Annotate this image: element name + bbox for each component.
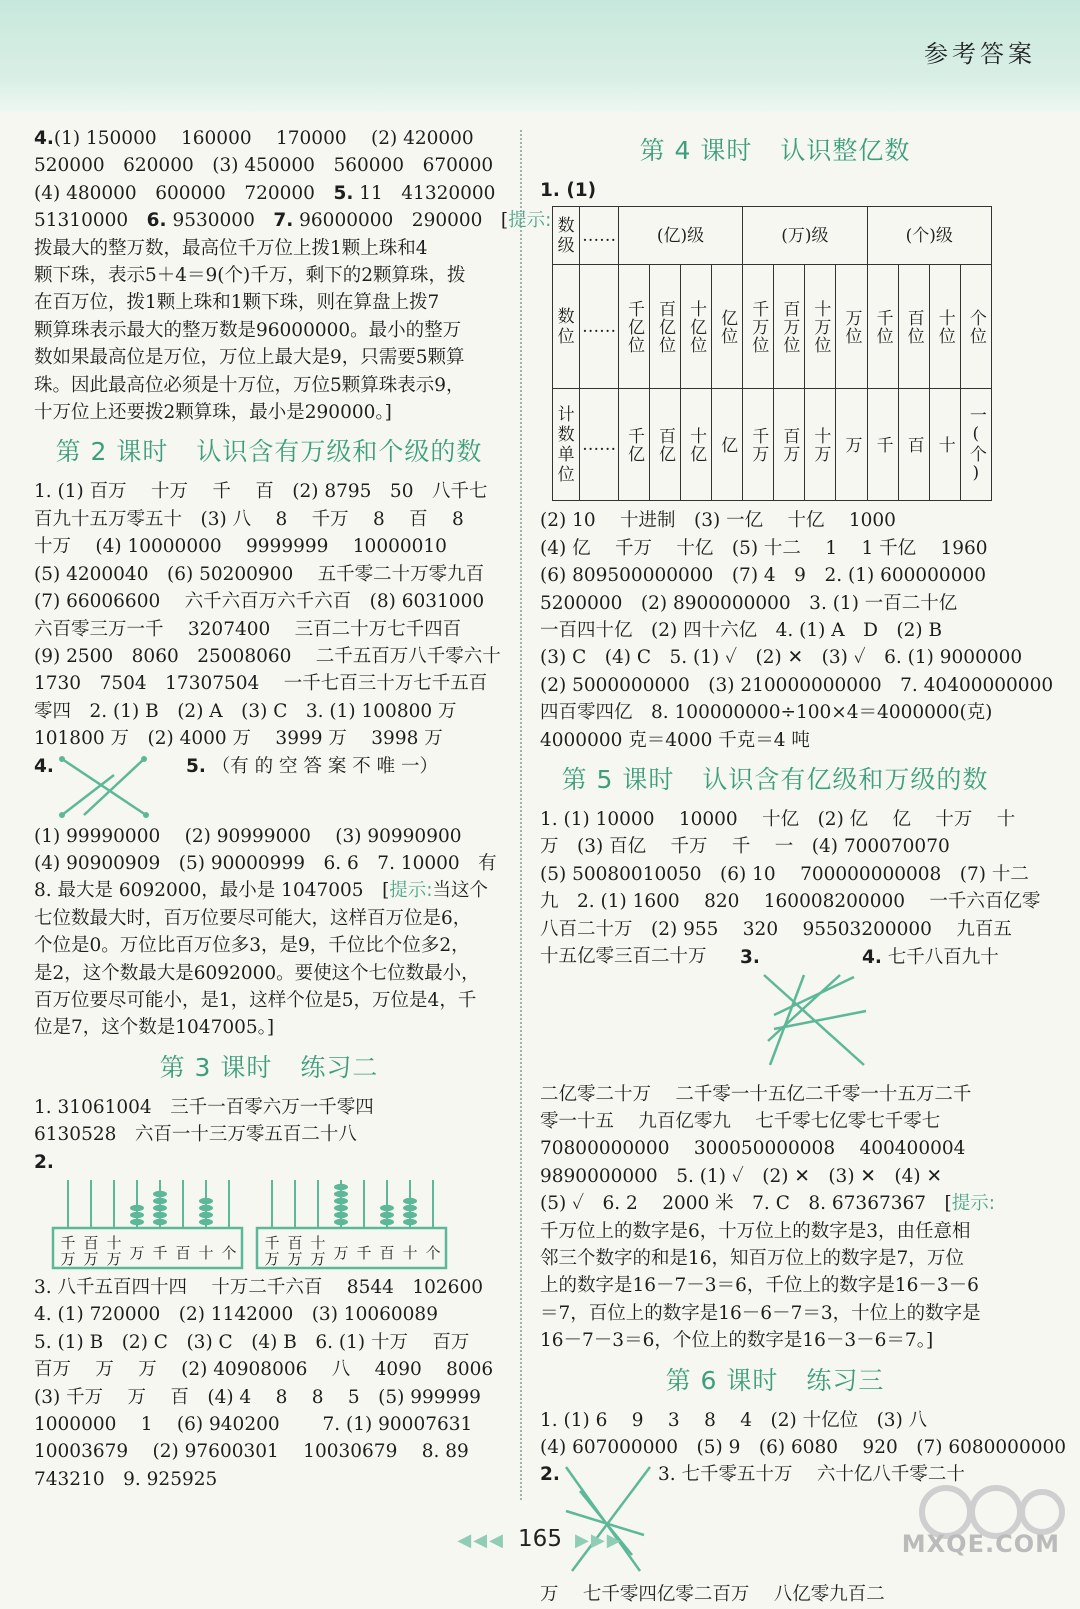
answer-line: 51310000 6. 9530000 7. 96000000 290000 [提示: xyxy=(34,210,552,232)
abacus-label: 千 xyxy=(356,1244,372,1262)
abacus-bead xyxy=(199,1212,213,1218)
abacus-bead xyxy=(153,1219,167,1225)
answer-line: 一百四十亿 (2) 四十六亿 4. (1) A D (2) B xyxy=(540,620,943,642)
answer-line: 10003679 (2) 97600301 10030679 8. 89 xyxy=(34,1441,469,1463)
answer-line: 万 七千零四亿零二百万 八亿零九百二 xyxy=(540,1584,885,1606)
table-level: (亿)级 xyxy=(618,207,742,265)
table-cell: 十亿位 xyxy=(681,265,712,389)
page-number: 165 xyxy=(518,1526,562,1552)
section-heading-lesson4: 第 4 课时 认识整亿数 xyxy=(639,136,911,165)
answer-line: (5) 50080010050 (6) 10 700000000008 (7) 十二 xyxy=(540,863,1029,885)
answer-block xyxy=(540,1407,1067,1462)
table-cell: 千亿位 xyxy=(618,265,649,389)
answer-line: 九 2. (1) 1600 820 160008200000 一千六百亿零 xyxy=(540,891,1041,913)
hint-text xyxy=(34,905,504,1042)
abacus-label: 万 xyxy=(83,1250,99,1268)
abacus-label: 万 xyxy=(287,1250,303,1268)
watermark-text: MXQE.COM xyxy=(901,1530,1060,1558)
answer-line: 16－7－3＝6，个位上的数字是16－3－6＝7。] xyxy=(540,1330,934,1352)
column-divider xyxy=(520,130,522,1500)
table-cell: 百万 xyxy=(774,389,805,501)
answer-line: 十万位上还要拨2颗算珠，最小是290000。] xyxy=(34,402,392,424)
answer-line: 万 (3) 百亿 千万 千 一 (4) 700070070 xyxy=(540,836,950,858)
header-band xyxy=(0,0,1080,112)
table-cell: 千位 xyxy=(867,265,898,389)
abacus-label: 个 xyxy=(425,1244,441,1262)
answer-line: (3) C (4) C 5. (1) ✓ (2) ✕ (3) ✓ 6. (1) 9000000 xyxy=(540,647,1023,669)
abacus-label: 十 xyxy=(402,1244,418,1262)
abacus-label: 百 xyxy=(83,1234,99,1252)
answer-line: 八百二十万 (2) 955 320 95503200000 九百五 xyxy=(540,918,1012,940)
abacus-bead xyxy=(153,1205,167,1211)
answer-line: (5) 4200040 (6) 50200900 五千零二十万零九百 xyxy=(34,563,485,585)
section-heading-lesson3: 第 3 课时 练习二 xyxy=(159,1052,379,1082)
abacus-bead xyxy=(199,1198,213,1204)
abacus-bead xyxy=(334,1205,348,1211)
abacus-label: 万 xyxy=(333,1244,349,1262)
table-cell: 百 xyxy=(898,389,929,501)
abacus-label: 万 xyxy=(60,1250,76,1268)
abacus-bead xyxy=(153,1191,167,1197)
abacus-bead xyxy=(334,1212,348,1218)
abacus-bead xyxy=(403,1219,417,1225)
answer-block xyxy=(34,823,504,878)
table-cell: 千 xyxy=(867,389,898,501)
answer-line: 1. (1) 10000 10000 十亿 (2) 亿 亿 十万 十 xyxy=(540,809,1016,831)
abacus-label: 百 xyxy=(287,1234,303,1252)
answer-line: 位是7，这个数是1047005。] xyxy=(34,1017,275,1039)
abacus-bead xyxy=(403,1205,417,1211)
answer-line: (7) 66006600 六千六百万六千六百 (8) 6031000 xyxy=(34,591,485,613)
answer-line: 百万位要尽可能小，是1，这样个位是5，万位是4，千 xyxy=(34,989,477,1011)
abacus-label: 万 xyxy=(264,1250,280,1268)
answer-line: 1. (1) 6 9 3 8 4 (2) 十亿位 (3) 八 xyxy=(540,1409,928,1431)
answer-line: 四百零四亿 8. 100000000÷100×4＝4000000(克) xyxy=(540,702,993,724)
answer-line: (6) 809500000000 (7) 4 9 2. (1) 600000000 xyxy=(540,565,987,587)
abacus-bead xyxy=(380,1219,394,1225)
answer-line: 9890000000 5. (1) ✓ (2) ✕ (3) ✕ (4) ✕ xyxy=(540,1165,943,1187)
abacus-label: 百 xyxy=(379,1244,395,1262)
answer-line: 颗算珠表示最大的整万数是96000000。最小的整万 xyxy=(34,319,462,341)
abacus-bead xyxy=(153,1198,167,1204)
answer-line: 101800 万 (2) 4000 万 3999 万 3998 万 xyxy=(34,728,443,750)
abacus-label: 千 xyxy=(60,1234,76,1252)
section-heading-lesson6: 第 6 课时 练习三 xyxy=(665,1365,885,1395)
answer-block xyxy=(34,1274,504,1493)
answer-line: 3. 八千五百四十四 十万二千六百 8544 102600 xyxy=(34,1277,483,1298)
abacus-label: 十 xyxy=(310,1234,326,1252)
abacus-label: 万 xyxy=(106,1250,122,1268)
abacus-bead xyxy=(130,1205,144,1211)
hint-text xyxy=(34,235,504,427)
answer-line: 零四 2. (1) B (2) A (3) C 3. (1) 100800 万 xyxy=(34,700,457,722)
table-cell: 十万 xyxy=(805,389,836,501)
left-arrows: ◀◀◀ xyxy=(457,1530,505,1551)
answer-line: 1730 7504 17307504 一千七百三十万七千五百 xyxy=(34,673,488,695)
abacus-bead xyxy=(199,1205,213,1211)
table-dots: …… xyxy=(580,265,619,389)
table-cell: 十位 xyxy=(929,265,960,389)
answer-line: 是2，这个数最大是6092000。要使这个七位数最小， xyxy=(34,962,480,984)
hint-text xyxy=(540,1218,1010,1355)
matching-lines-figure xyxy=(560,1461,660,1581)
answer-line: ＝7，百位上的数字是16－6－7＝3，十位上的数字是 xyxy=(540,1302,981,1324)
abacus-label: 十 xyxy=(198,1244,214,1262)
answer-line: (5) ✓ 6. 2 2000 米 7. C 8. 67367367 [提示: xyxy=(540,1193,995,1215)
header-label: 参考答案 xyxy=(924,40,1036,68)
table-cell: 亿位 xyxy=(712,265,743,389)
abacus-bead xyxy=(153,1212,167,1218)
answer-block xyxy=(34,478,504,752)
figure-q2: 2. 3. 七千零五十万 六十亿八千零二十 xyxy=(540,1461,1010,1581)
answer-line: 十万 (4) 10000000 9999999 10000010 xyxy=(34,536,447,558)
answer-line: 743210 9. 925925 xyxy=(34,1468,218,1490)
answer-line: (1) 99990000 (2) 90999000 (3) 90990900 xyxy=(34,825,462,847)
answer-line: 4. (1) 720000 (2) 1142000 (3) 10060089 xyxy=(34,1304,438,1326)
answer-line: 在百万位，拨1颗上珠和1颗下珠，则在算盘上拨7 xyxy=(34,292,440,314)
answer-line: (2) 5000000000 (3) 210000000000 7. 40400000000 xyxy=(540,674,1054,696)
right-arrows: ▶▶▶ xyxy=(575,1530,623,1551)
table-cell: 百亿 xyxy=(649,389,680,501)
answer-line: 5. (1) B (2) C (3) C (4) B 6. (1) 十万 百万 xyxy=(34,1331,470,1353)
table-cell: 百万位 xyxy=(774,265,805,389)
table-cell: 万位 xyxy=(836,265,867,389)
answer-line: 70800000000 300050000008 400400004 xyxy=(540,1138,966,1160)
answer-line: (9) 2500 8060 25008060 二千五百万八千零六十 xyxy=(34,645,501,667)
answer-line: 个位是0。万位比百万位多3，是9，千位比个位多2， xyxy=(34,935,470,957)
answer-line: 零一十五 九百亿零九 七千零七亿零七千零七 xyxy=(540,1110,941,1132)
table-cell: 亿 xyxy=(712,389,743,501)
table-cell: 十 xyxy=(929,389,960,501)
answer-line: (4) 90900909 (5) 90000999 6. 6 7. 10000 有 xyxy=(34,852,497,874)
answer-line: 珠。因此最高位必须是十万位，万位5颗算珠表示9， xyxy=(34,374,465,396)
answer-line: 1. (1) xyxy=(540,180,597,201)
abacus-bead xyxy=(334,1219,348,1225)
table-row-head: 数级 xyxy=(553,207,580,265)
abacus-bead xyxy=(403,1198,417,1204)
abacus-figure xyxy=(256,1178,448,1270)
abacus-bead xyxy=(199,1219,213,1225)
abacus-figure xyxy=(52,1178,244,1270)
answer-block xyxy=(540,1081,1010,1191)
place-value-table xyxy=(552,206,992,501)
answer-line: (4) 607000000 (5) 9 (6) 6080 920 (7) 6080000000 xyxy=(540,1436,1067,1458)
abacus-bead xyxy=(334,1191,348,1197)
answer-line: 拨最大的整万数，最高位千万位上拨1颗上珠和4 xyxy=(34,237,428,259)
table-row-head: 数位 xyxy=(553,265,580,389)
table-dots: …… xyxy=(580,389,619,501)
answer-line: 二亿零二十万 二千零一十五亿二千零一十五万二千 xyxy=(540,1083,972,1105)
answer-line: 颗下珠，表示5＋4＝9(个)千万，剩下的2颗算珠，拨 xyxy=(34,265,466,287)
answer-line: 十五亿零三百二十万 xyxy=(540,946,707,968)
abacus-label: 百 xyxy=(175,1244,191,1262)
abacus-bead xyxy=(334,1184,348,1190)
table-cell: 十亿 xyxy=(681,389,712,501)
answer-line: (3) 千万 万 百 (4) 4 8 8 5 (5) 999999 xyxy=(34,1386,481,1408)
answer-line: (4) 480000 600000 720000 5. 11 41320000 xyxy=(34,182,496,204)
answer-line: 1000000 1 (6) 940200 7. (1) 90007631 xyxy=(34,1414,473,1436)
figure-q4: 4. 5. （有 的 空 答 案 不 唯 一） xyxy=(34,753,504,823)
table-cell: 千万 xyxy=(743,389,774,501)
answer-line: 百万 万 万 (2) 40908006 八 4090 8006 xyxy=(34,1359,494,1381)
table-level: (个)级 xyxy=(867,207,991,265)
abacus-bead xyxy=(403,1212,417,1218)
answer-line: 8. 最大是 6092000，最小是 1047005 [提示:当这个 xyxy=(34,880,489,902)
figure-q3: 3. 4. 七千八百九十 xyxy=(540,971,1010,1081)
abacus-frame xyxy=(257,1228,446,1268)
answer-line: 520000 620000 (3) 450000 560000 670000 xyxy=(34,155,494,177)
table-cell: 千亿 xyxy=(618,389,649,501)
answer-line: 2. xyxy=(34,1151,54,1173)
abacus-label: 个 xyxy=(221,1244,237,1262)
answer-line: 5200000 (2) 8900000000 3. (1) 一百二十亿 xyxy=(540,592,958,614)
answer-line: 千万位上的数字是6，十万位上的数字是3，由任意相 xyxy=(540,1220,971,1242)
table-cell: 百亿位 xyxy=(649,265,680,389)
answer-line: 6130528 六百一十三万零五百二十八 xyxy=(34,1124,357,1146)
abacus-figures xyxy=(52,1178,504,1270)
abacus-label: 万 xyxy=(310,1250,326,1268)
abacus-frame xyxy=(53,1228,242,1268)
answer-line: 4000000 克＝4000 千克＝4 吨 xyxy=(540,729,810,751)
section-heading-lesson5: 第 5 课时 认识含有亿级和万级的数 xyxy=(561,765,989,795)
table-dots: …… xyxy=(580,207,619,265)
abacus-bead xyxy=(380,1205,394,1211)
section-heading-lesson2: 第 2 课时 认识含有万级和个级的数 xyxy=(55,437,483,467)
answer-line: 1. (1) 百万 十万 千 百 (2) 8795 50 八千七 xyxy=(34,481,488,503)
abacus-label: 千 xyxy=(152,1244,168,1262)
right-column xyxy=(540,125,1067,1609)
table-cell: 个位 xyxy=(960,265,991,389)
answer-line: 数如果最高位是万位，万位上最大是9，只需要5颗算 xyxy=(34,347,465,369)
abacus-bead xyxy=(130,1212,144,1218)
abacus-label: 十 xyxy=(106,1234,122,1252)
table-level: (万)级 xyxy=(743,207,867,265)
answer-block xyxy=(34,1094,504,1149)
answer-line: 邻三个数字的和是16，知百万位上的数字是7，万位 xyxy=(540,1247,964,1269)
abacus-bead xyxy=(334,1198,348,1204)
abacus-bead xyxy=(130,1219,144,1225)
table-cell: 万 xyxy=(836,389,867,501)
answer-line: 1. 31061004 三千一百零六万一千零四 xyxy=(34,1096,374,1118)
answer-block xyxy=(540,507,1054,754)
matching-lines-figure xyxy=(754,971,884,1081)
answer-line: (4) 亿 千万 十亿 (5) 十二 1 1 千亿 1960 xyxy=(540,537,988,559)
answer-line: 百九十五万零五十 (3) 八 8 千万 8 百 8 xyxy=(34,508,464,530)
left-column xyxy=(34,125,552,1493)
abacus-bead xyxy=(380,1212,394,1218)
abacus-label: 千 xyxy=(264,1234,280,1252)
table-cell: 百位 xyxy=(898,265,929,389)
answer-line: 六百零三万一千 3207400 三百二十万七千四百 xyxy=(34,618,462,640)
table-cell: 一(个) xyxy=(960,389,991,501)
answer-line: (2) 10 十进制 (3) 一亿 十亿 1000 xyxy=(540,510,896,532)
matching-lines-figure xyxy=(54,753,164,823)
table-cell: 千万位 xyxy=(743,265,774,389)
answer-line: 上的数字是16－7－3＝6，千位上的数字是16－3－6 xyxy=(540,1275,979,1297)
table-row-head: 计数单位 xyxy=(553,389,580,501)
table-cell: 十万位 xyxy=(805,265,836,389)
answer-line: 4.(1) 150000 160000 170000 (2) 420000 xyxy=(34,128,474,149)
answer-line: 七位数最大时，百万位要尽可能大，这样百万位是6， xyxy=(34,907,472,929)
abacus-label: 万 xyxy=(129,1244,145,1262)
